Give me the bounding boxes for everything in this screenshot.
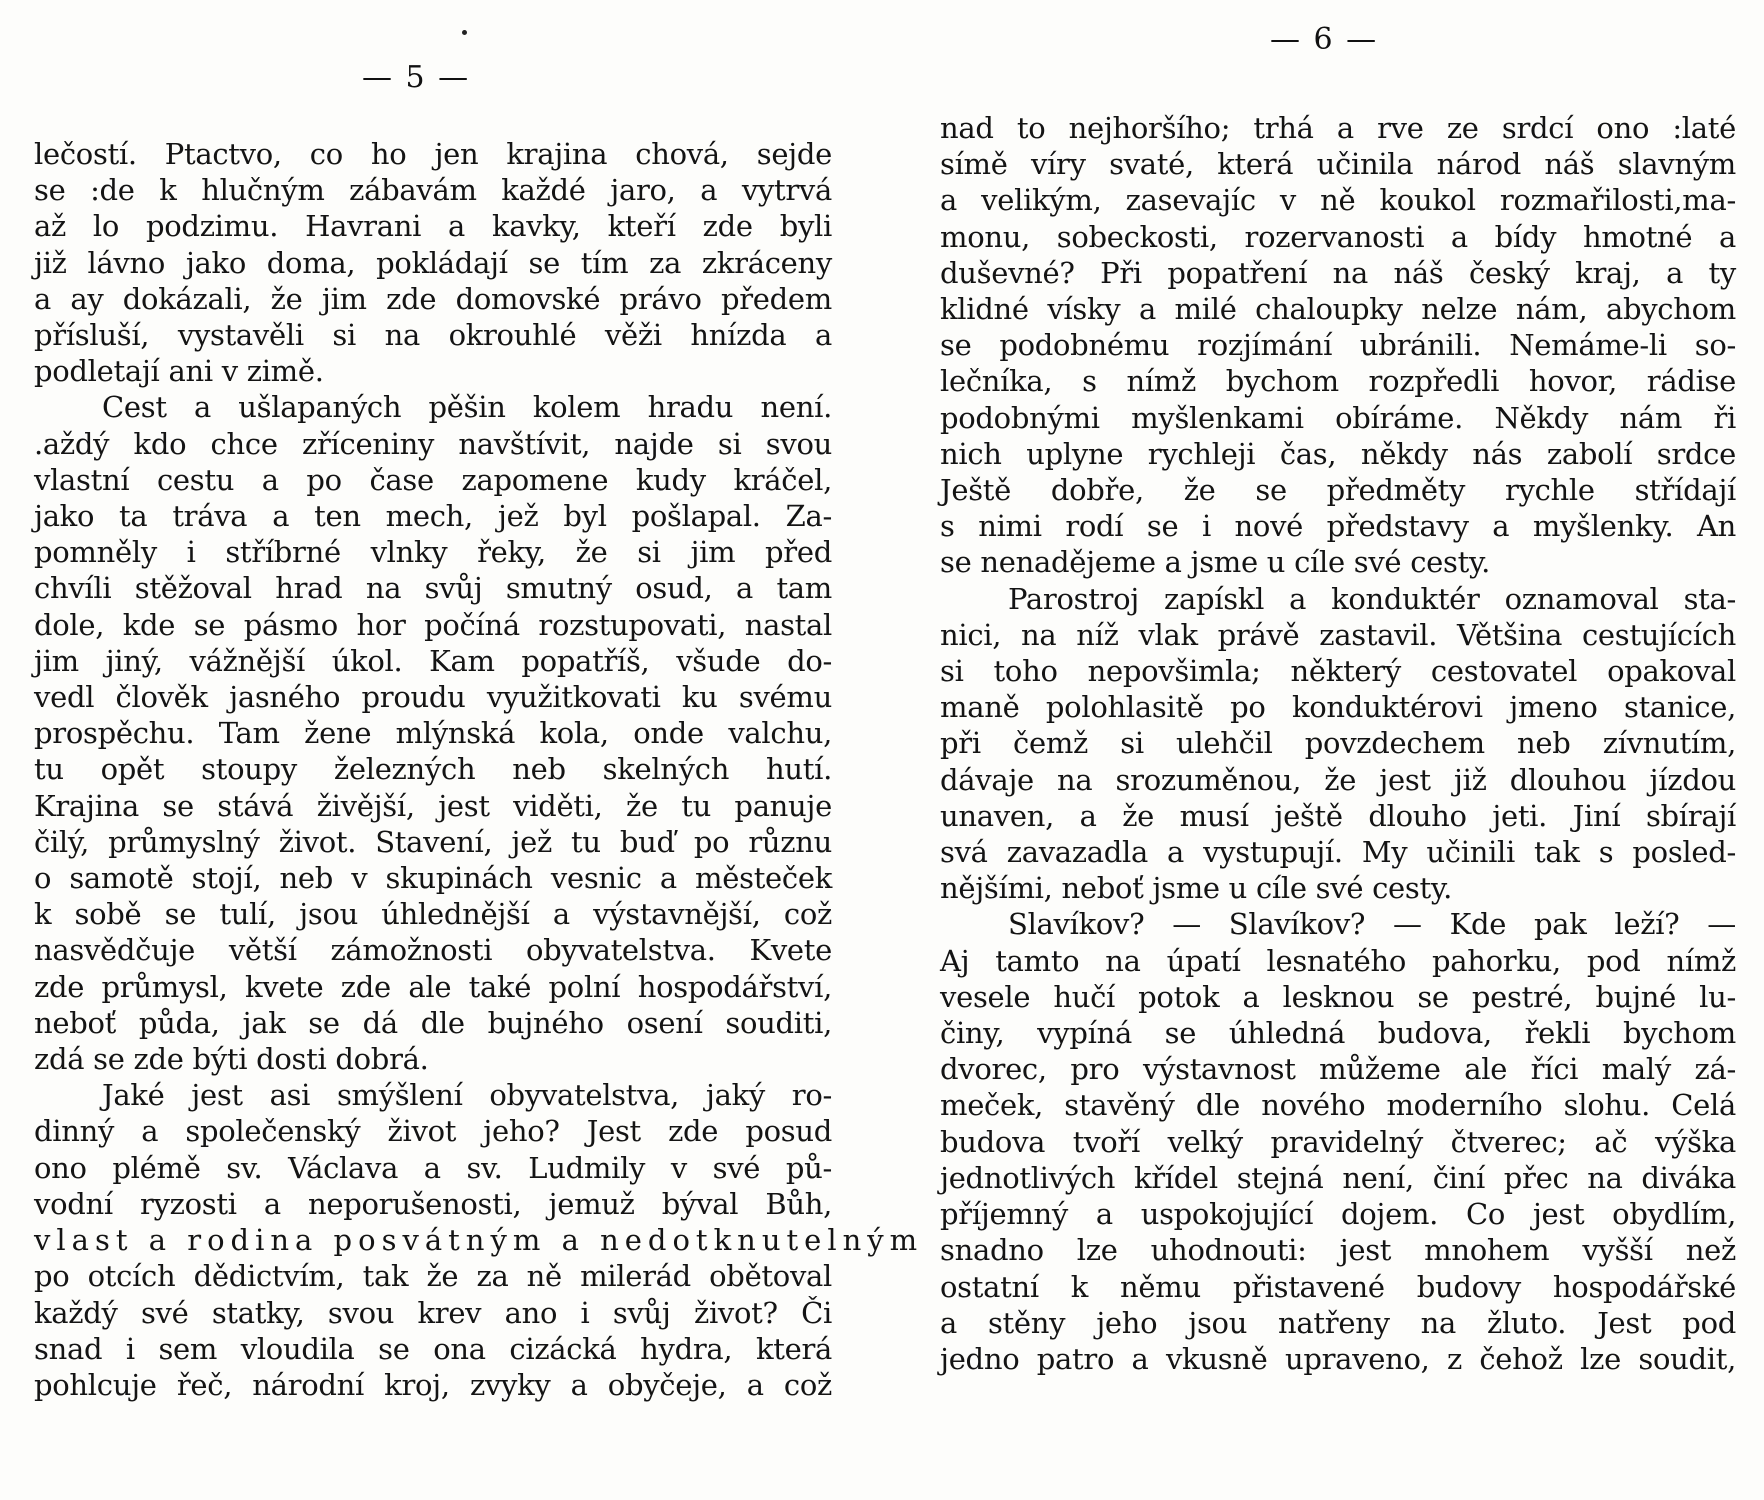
- text-line: k sobě se tulí, jsou úhlednější a výstavnější, což: [34, 897, 832, 932]
- text-line: duševné? Při popatření na náš český kraj, a ty: [940, 255, 1736, 290]
- text-line: a stěny jeho jsou natřeny na žluto. Jest pod: [940, 1305, 1736, 1340]
- text-line: s nimi rodí se i nové představy a myšlenky. An: [940, 509, 1736, 544]
- text-line: Ještě dobře, že se předměty rychle střídají: [940, 473, 1736, 508]
- text-line: vedl člověk jasného proudu využitkovati ku svému: [34, 680, 832, 715]
- text-line: Slavíkov? — Slavíkov? — Kde pak leží? —: [1008, 907, 1736, 942]
- page-number-left: — 5 —: [362, 60, 471, 95]
- text-line: nad to nejhoršího; trhá a rve ze srdcí ono :laté: [940, 111, 1736, 145]
- text-line: příjemný a uspokojující dojem. Co jest obydlím,: [940, 1197, 1736, 1232]
- text-line: prospěchu. Tam žene mlýnská kola, onde valchu,: [34, 716, 832, 751]
- text-line: lečostí. Ptactvo, co ho jen krajina chová, sejde: [34, 137, 832, 171]
- text-line: unaven, a že musí ještě dlouho jeti. Jiní sbírají: [940, 798, 1736, 833]
- text-line: snad i sem vloudila se ona cizácká hydra, která: [34, 1331, 832, 1366]
- text-line: pomněly i stříbrné vlnky řeky, že si jim před: [34, 535, 832, 570]
- text-line: dvorec, pro výstavnost můžeme ale říci malý zá-: [940, 1052, 1736, 1087]
- text-line: maně polohlasitě po konduktérovi jmeno stanice,: [940, 690, 1736, 725]
- text-line: ono plémě sv. Václava a sv. Ludmily v své pů-: [34, 1150, 832, 1185]
- text-line: a ay dokázali, že jim zde domovské právo předem: [34, 281, 832, 316]
- text-line: vodní ryzosti a neporušenosti, jemuž býval Bůh,: [34, 1186, 832, 1221]
- text-line: Jaké jest asi smýšlení obyvatelstva, jaký ro-: [102, 1078, 832, 1113]
- ink-speck: [462, 30, 467, 35]
- text-line: snadno lze uhodnouti: jest mnohem vyšší než: [940, 1233, 1736, 1268]
- text-line: pohlcuje řeč, národní kroj, zvyky a obyčeje, a což: [34, 1367, 832, 1402]
- text-line: po otcích dědictvím, tak že za ně milerád obětoval: [34, 1259, 832, 1294]
- text-line: Krajina se stává živější, jest viděti, že tu panuje: [34, 788, 832, 823]
- text-line: o samotě stojí, neb v skupinách vesnic a městeček: [34, 861, 832, 896]
- text-line: klidné vísky a milé chaloupky nelze nám, abychom: [940, 292, 1736, 327]
- text-line: vesele hučí potok a lesknou se pestré, bujné lu-: [940, 979, 1736, 1014]
- text-line: Parostroj zapískl a konduktér oznamoval sta-: [1008, 581, 1736, 616]
- text-line: Aj tamto na úpatí lesnatého pahorku, pod nímž: [940, 943, 1736, 978]
- text-line: dole, kde se pásmo hor počíná rozstupovati, nastal: [34, 607, 832, 642]
- text-line: monu, sobeckosti, rozervanosti a bídy hmotné a: [940, 219, 1736, 254]
- text-line: dinný a společenský život jeho? Jest zde posud: [34, 1114, 832, 1149]
- text-line: neboť půda, jak se dá dle bujného osení souditi,: [34, 1005, 832, 1040]
- text-line: se nenadějeme a jsme u cíle své cesty.: [940, 545, 1491, 580]
- text-line: přísluší, vystavěli si na okrouhlé věži hnízda a: [34, 318, 832, 353]
- text-line: Cest a ušlapaných pěšin kolem hradu není.: [102, 390, 832, 425]
- text-line: nici, na níž vlak právě zastavil. Většina cestujících: [940, 617, 1736, 652]
- text-line: nějšími, neboť jsme u cíle své cesty.: [940, 871, 1452, 906]
- text-line: se podobnému rozjímání ubránili. Nemáme-li so-: [940, 328, 1736, 363]
- text-line: ostatní k němu přistavené budovy hospodářské: [940, 1269, 1736, 1304]
- text-line: jim jiný, vážnější úkol. Kam popatříš, všude do-: [34, 643, 832, 678]
- text-line: činy, vypíná se úhledná budova, řekli bychom: [940, 1016, 1736, 1051]
- text-line: svá zavazadla a vystupují. My učinili tak s posled-: [940, 835, 1736, 870]
- text-line: tu opět stoupy železných neb skelných hutí.: [34, 752, 832, 787]
- text-line: símě víry svaté, která učinila národ náš slavným: [940, 147, 1736, 182]
- text-line: zdá se zde býti dosti dobrá.: [34, 1042, 429, 1077]
- text-line: chvíli stěžoval hrad na svůj smutný osud, a tam: [34, 571, 832, 606]
- page-number-right: — 6 —: [1270, 22, 1379, 57]
- text-line: budova tvoří velký pravidelný čtverec; ač výška: [940, 1124, 1736, 1159]
- text-line: dávaje na srozuměnou, že jest již dlouhou jízdou: [940, 762, 1736, 797]
- text-line: jednotlivých křídel stejná není, činí přec na diváka: [940, 1160, 1736, 1195]
- text-line: jako ta tráva a ten mech, jež byl pošlapal. Za-: [34, 499, 832, 534]
- text-line: meček, stavěný dle nového moderního slohu. Celá: [940, 1088, 1736, 1123]
- text-line: podletají ani v zimě.: [34, 354, 324, 389]
- text-line: při čemž si ulehčil povzdechem neb zívnutím,: [940, 726, 1736, 761]
- text-line: .aždý kdo chce zříceniny navštívit, najde si svou: [34, 426, 832, 461]
- text-line: již lávno jako doma, pokládají se tím za zkráceny: [34, 245, 832, 280]
- text-line: se :de k hlučným zábavám každé jaro, a vytrvá: [34, 173, 832, 208]
- text-line: nich uplyne rychleji čas, někdy nás zabolí srdce: [940, 436, 1736, 471]
- text-line: lečníka, s nímž bychom rozpředli hovor, rádise: [940, 364, 1736, 399]
- text-line: si toho nepovšimla; některý cestovatel opakoval: [940, 654, 1736, 689]
- text-line: každý své statky, svou krev ano i svůj život? Či: [34, 1295, 832, 1330]
- text-line: a velikým, zasevajíc v ně koukol rozmařilosti,ma-: [940, 183, 1736, 218]
- text-line: jedno patro a vkusně upraveno, z čehož lze soudit,: [940, 1341, 1736, 1376]
- text-line: vlastní cestu a po čase zapomene kudy kráčel,: [34, 462, 832, 497]
- text-line: podobnými myšlenkami obíráme. Někdy nám ři: [940, 400, 1736, 435]
- right-page-text: [940, 110, 1736, 1377]
- text-line: čilý, průmyslný život. Stavení, jež tu buď po různu: [34, 824, 832, 859]
- text-line: vlast a rodina posvátným a nedotknutelným: [34, 1223, 924, 1258]
- text-line: až lo podzimu. Havrani a kavky, kteří zde byli: [34, 209, 832, 244]
- left-page-text: [34, 136, 924, 1403]
- text-line: zde průmysl, kvete zde ale také polní hospodářství,: [34, 969, 832, 1004]
- text-line: nasvědčuje větší zámožnosti obyvatelstva. Kvete: [34, 933, 832, 968]
